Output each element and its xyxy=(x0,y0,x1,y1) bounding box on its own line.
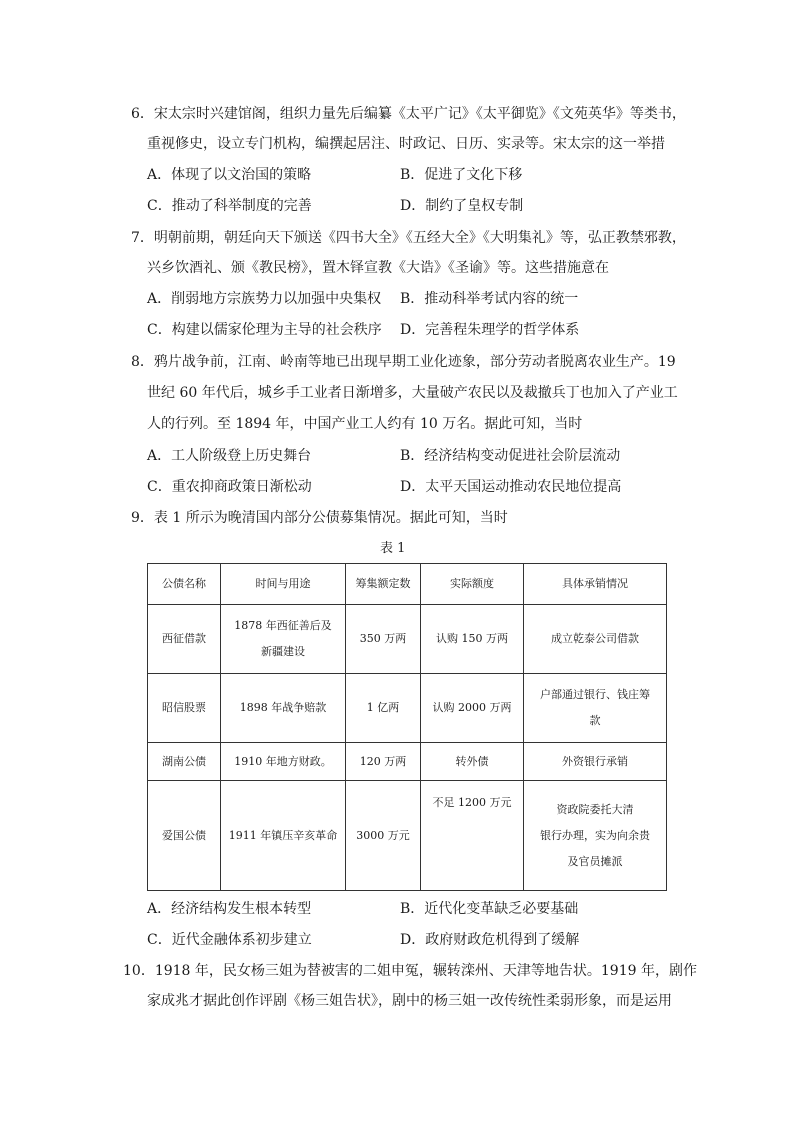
question-7-option-d[interactable]: D．完善程朱理学的哲学体系 xyxy=(400,322,580,338)
question-10-line-1: 10．1918 年，民女杨三姐为替被害的二姐申冤，辗转滦州、天津等地告状。1919 年，剧作 xyxy=(123,963,697,979)
table-row xyxy=(148,781,667,891)
question-9-option-b[interactable]: B．近代化变革缺乏必要基础 xyxy=(400,901,579,917)
table-cell-underwriting xyxy=(524,781,667,891)
table-cell-name: 湖南公债 xyxy=(148,743,221,781)
question-10-line-2: 家成兆才据此创作评剧《杨三姐告状》，剧中的杨三姐一改传统性柔弱形象，而是运用 xyxy=(147,993,672,1009)
table-cell-actual: 转外债 xyxy=(421,743,524,781)
table-cell-underwriting xyxy=(524,674,667,743)
table-header-row xyxy=(148,564,667,605)
table-cell-use xyxy=(221,605,346,674)
table-cell-name: 昭信股票 xyxy=(148,674,221,743)
cell-line: 户部通过银行、钱庄筹 xyxy=(540,688,650,701)
question-7-option-b[interactable]: B．推动科举考试内容的统一 xyxy=(400,291,579,307)
table-cell-quota: 350 万两 xyxy=(346,605,421,674)
table-header: 公债名称 xyxy=(148,564,221,605)
cell-line: 外资银行承销 xyxy=(562,754,628,768)
question-6-line-1: 6．宋太宗时兴建馆阁，组织力量先后编纂《太平广记》《太平御览》《文苑英华》等类书， xyxy=(131,106,686,122)
table-row xyxy=(148,743,667,781)
table-cell-name: 西征借款 xyxy=(148,605,221,674)
table-cell-quota: 120 万两 xyxy=(346,743,421,781)
question-6-option-b[interactable]: B．促进了文化下移 xyxy=(400,167,523,183)
cell-line: 成立乾泰公司借款 xyxy=(551,632,639,645)
cell-line: 新疆建设 xyxy=(261,645,305,658)
question-7-line-2: 兴乡饮酒礼、颁《教民榜》，置木铎宣教《大诰》《圣谕》等。这些措施意在 xyxy=(147,260,609,276)
cell-line: 银行办理，实为向余贵 xyxy=(540,828,650,842)
cell-line: 1878 年西征善后及 xyxy=(234,619,332,632)
cell-line: 1911 年镇压辛亥革命 xyxy=(228,828,338,842)
question-8-option-a[interactable]: A．工人阶级登上历史舞台 xyxy=(147,448,312,464)
table-header: 实际额度 xyxy=(421,564,524,605)
question-8-line-1: 8．鸦片战争前，江南、岭南等地已出现早期工业化迹象，部分劳动者脱离农业生产。19 xyxy=(131,354,676,370)
question-9-option-a[interactable]: A．经济结构发生根本转型 xyxy=(147,901,312,917)
table-cell-use xyxy=(221,781,346,891)
table-cell-underwriting xyxy=(524,743,667,781)
table-caption: 表 1 xyxy=(380,541,406,556)
table-cell-use xyxy=(221,743,346,781)
table-row xyxy=(148,674,667,743)
question-6-line-2: 重视修史，设立专门机构，编撰起居注、时政记、日历、实录等。宋太宗的这一举措 xyxy=(147,136,665,152)
question-7-line-1: 7．明朝前期，朝廷向天下颁送《四书大全》《五经大全》《大明集礼》等，弘正教禁邪教， xyxy=(131,230,686,246)
cell-line: 资政院委托大清 xyxy=(556,802,634,816)
table-cell-underwriting xyxy=(524,605,667,674)
question-9-option-c[interactable]: C．近代金融体系初步建立 xyxy=(147,932,312,948)
cell-line: 及官员摊派 xyxy=(567,854,623,868)
table-cell-name: 爱国公债 xyxy=(148,781,221,891)
table-header: 筹集额定数 xyxy=(346,564,421,605)
table-cell-actual: 认购 2000 万两 xyxy=(421,674,524,743)
question-8-option-b[interactable]: B．经济结构变动促进社会阶层流动 xyxy=(400,448,621,464)
cell-line: 1910 年地方财政。 xyxy=(234,754,332,768)
question-6-option-d[interactable]: D．制约了皇权专制 xyxy=(400,198,524,214)
table-row xyxy=(148,605,667,674)
cell-line: 款 xyxy=(589,714,601,727)
bond-table xyxy=(147,563,667,891)
question-8-option-d[interactable]: D．太平天国运动推动农民地位提高 xyxy=(400,479,622,495)
question-8-line-3: 人的行列。至 1894 年，中国产业工人约有 10 万名。据此可知，当时 xyxy=(147,416,583,432)
cell-line: 1898 年战争赔款 xyxy=(239,701,327,714)
question-6-option-a[interactable]: A．体现了以文治国的策略 xyxy=(147,167,312,183)
table-cell-use xyxy=(221,674,346,743)
question-7-option-a[interactable]: A．削弱地方宗族势力以加强中央集权 xyxy=(147,291,382,307)
table-cell-actual: 认购 150 万两 xyxy=(421,605,524,674)
question-6-option-c[interactable]: C．推动了科举制度的完善 xyxy=(147,198,312,214)
question-8-option-c[interactable]: C．重农抑商政策日渐松动 xyxy=(147,479,312,495)
question-8-line-2: 世纪 60 年代后，城乡手工业者日渐增多，大量破产农民以及裁撤兵丁也加入了产业工 xyxy=(147,385,678,401)
table-header: 具体承销情况 xyxy=(524,564,667,605)
table-cell-quota: 1 亿两 xyxy=(346,674,421,743)
question-7-option-c[interactable]: C．构建以儒家伦理为主导的社会秩序 xyxy=(147,322,382,338)
table-cell-quota: 3000 万元 xyxy=(346,781,421,891)
question-9-line-1: 9．表 1 所示为晚清国内部分公债募集情况。据此可知，当时 xyxy=(131,510,508,526)
table-cell-actual: 不足 1200 万元 xyxy=(421,781,524,891)
question-9-option-d[interactable]: D．政府财政危机得到了缓解 xyxy=(400,932,580,948)
table-header: 时间与用途 xyxy=(221,564,346,605)
